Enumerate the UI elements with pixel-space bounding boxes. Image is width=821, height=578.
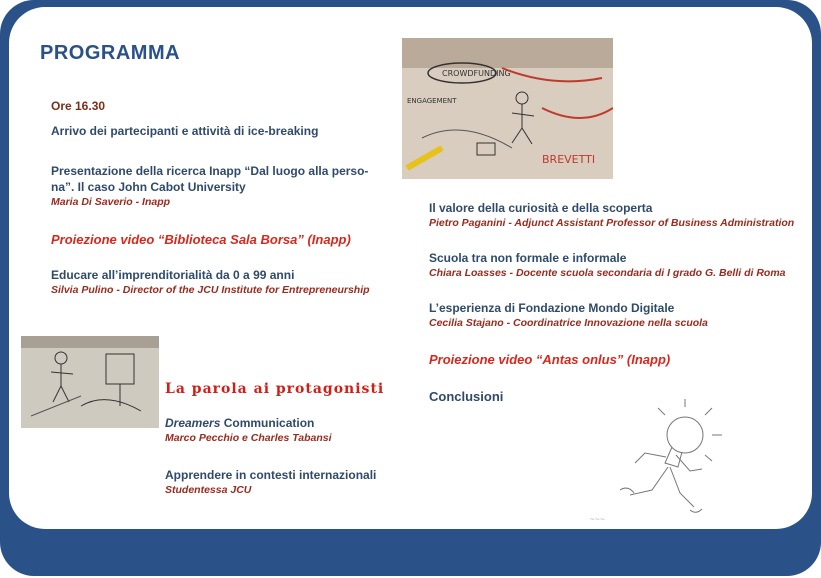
speaker-school: Chiara Loasses - Docente scuola secondaria di I grado G. Belli di Roma [429, 267, 786, 279]
agenda-dreamers [165, 415, 314, 431]
speaker-entrepreneurship: Silvia Pulino - Director of the JCU Institute for Entrepreneurship [51, 284, 370, 296]
agenda-international: Apprendere in contesti internazionali [165, 468, 377, 482]
speaker-international: Studentessa JCU [165, 484, 252, 496]
dreamers-communication: Communication [220, 416, 315, 430]
speaker-presentation: Maria Di Saverio - Inapp [51, 196, 171, 208]
speaker-curiosity: Pietro Paganini - Adjunct Assistant Professor of Business Administration [429, 217, 795, 229]
conclusions: Conclusioni [429, 389, 504, 404]
lightbulb-runner-sketch [590, 395, 740, 525]
svg-text:ENGAGEMENT: ENGAGEMENT [407, 97, 457, 105]
agenda-school: Scuola tra non formale e informale [429, 251, 627, 265]
svg-text:BREVETTI: BREVETTI [542, 153, 596, 166]
speaker-dreamers: Marco Pecchio e Charles Tabansi [165, 432, 332, 444]
sketch-photo [21, 336, 159, 428]
agenda-curiosity: Il valore della curiosità e della scoperta [429, 201, 653, 215]
svg-text:~~~: ~~~ [590, 516, 606, 523]
page-title: PROGRAMMA [40, 42, 181, 64]
speaker-fondazione: Cecilia Stajano - Coordinatrice Innovazione nella scuola [429, 317, 708, 329]
agenda-fondazione: L’esperienza di Fondazione Mondo Digitale [429, 301, 675, 315]
video-sala-borsa: Proiezione video “Biblioteca Sala Borsa” (Inapp) [51, 232, 351, 247]
start-time: Ore 16.30 [51, 99, 106, 113]
protagonists-heading: La parola ai protagonisti [165, 381, 385, 397]
agenda-presentation-line2: na”. Il caso John Cabot University [51, 180, 246, 194]
agenda-entrepreneurship: Educare all’imprenditorialità da 0 a 99 anni [51, 268, 295, 282]
svg-text:CROWDFUNDING: CROWDFUNDING [442, 69, 511, 78]
dreamers-name: Dreamers [165, 416, 221, 430]
whiteboard-photo [402, 38, 613, 179]
video-antas: Proiezione video “Antas onlus” (Inapp) [429, 352, 671, 367]
agenda-arrival: Arrivo dei partecipanti e attività di ice-breaking [51, 124, 319, 138]
agenda-presentation-line1: Presentazione della ricerca Inapp “Dal luogo alla perso- [51, 164, 369, 178]
